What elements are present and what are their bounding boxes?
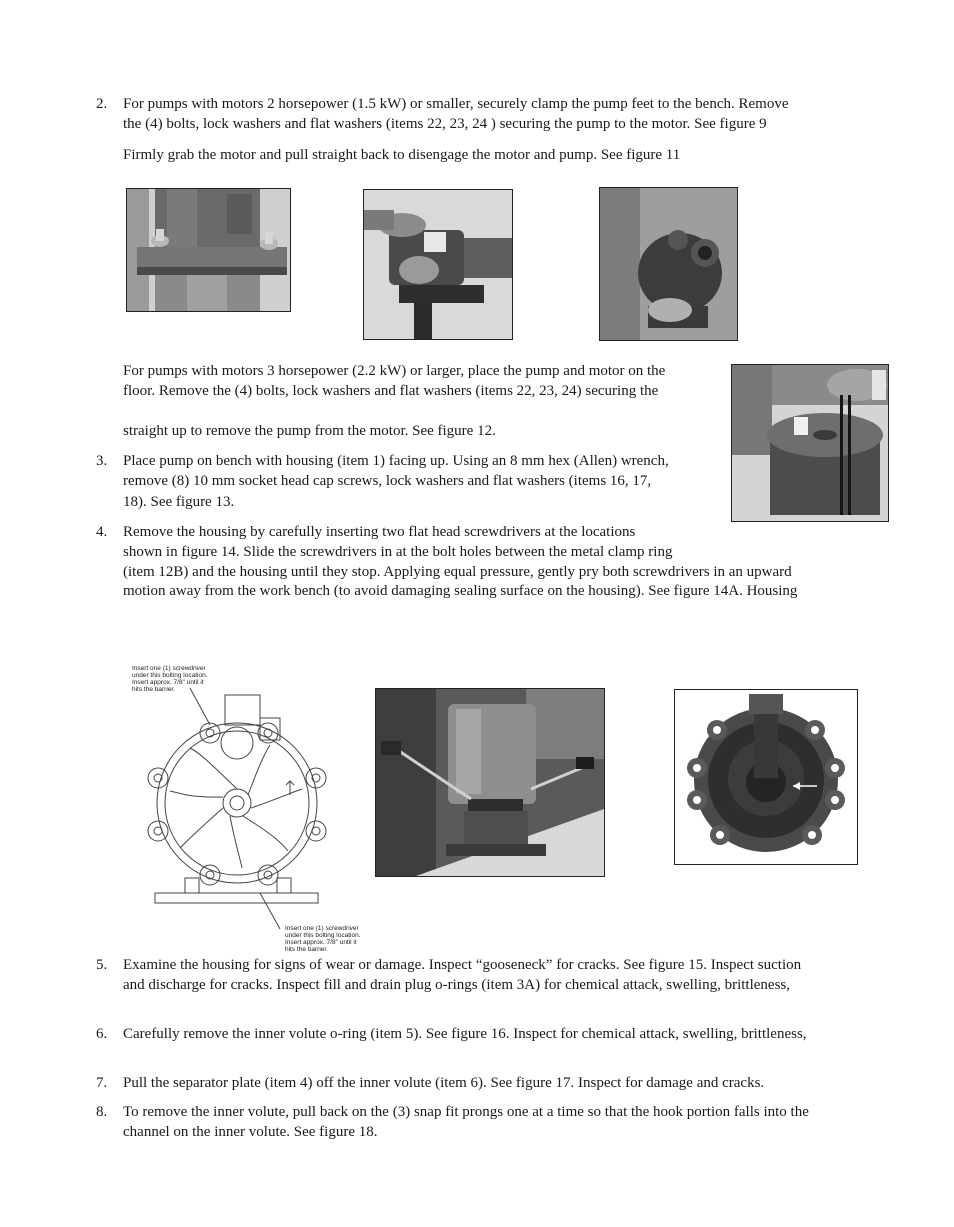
callout-top-line-3: Insert approx. 7/8" until it — [132, 679, 204, 686]
step-2-large-line-1: For pumps with motors 3 horsepower (2.2 kW) or larger, place the pump and motor on the — [123, 363, 666, 379]
step-7-line-1: Pull the separator plate (item 4) off the inner volute (item 6). See figure 17. Inspect for damage and cracks. — [123, 1075, 765, 1091]
step-4-line-4: motion away from the work bench (to avoid damaging sealing surface on the housing). See figure 14A. Housing — [123, 583, 798, 599]
step-4-line-2: shown in figure 14. Slide the screwdrivers in at the bolt holes between the metal clamp ring — [123, 544, 673, 560]
step-4-number: 4. — [96, 524, 108, 540]
step-5-number: 5. — [96, 957, 108, 973]
step-3-line-1: Place pump on bench with housing (item 1) facing up. Using an 8 mm hex (Allen) wrench, — [123, 453, 669, 469]
step-2-large-line-3: straight up to remove the pump from the motor. See figure 12. — [123, 423, 496, 439]
callout-bottom-line-3: Insert approx. 7/8" until it — [285, 939, 357, 946]
callout-bottom-line-1: Insert one (1) screwdriver — [285, 925, 359, 932]
step-5-line-2: and discharge for cracks. Inspect fill and drain plug o-rings (item 3A) for chemical attack, swelling, brittleness, — [123, 977, 791, 993]
step-4-line-3: (item 12B) and the housing until they stop. Applying equal pressure, gently pry both screwdrivers in an upward — [123, 564, 792, 580]
step-3-number: 3. — [96, 453, 108, 469]
diagram-callout-top — [132, 665, 208, 693]
step-8-line-2: channel on the inner volute. See figure 18. — [123, 1124, 378, 1140]
figure-14-diagram — [130, 663, 365, 953]
figure-10-photo — [363, 189, 513, 340]
step-6-number: 6. — [96, 1026, 108, 1042]
callout-top-line-4: hits the barrier. — [132, 686, 175, 693]
step-8-line-1: To remove the inner volute, pull back on the (3) snap fit prongs one at a time so that the hook portion falls into the — [123, 1104, 809, 1120]
step-3-line-3: 18). See figure 13. — [123, 494, 235, 510]
figure-9-photo — [126, 188, 291, 312]
figure-11-photo — [599, 187, 738, 341]
step-2-line-1: For pumps with motors 2 horsepower (1.5 kW) or smaller, securely clamp the pump feet to the bench. Remove — [123, 96, 789, 112]
callout-top-line-1: Insert one (1) screwdriver — [132, 665, 206, 672]
step-6-line-1: Carefully remove the inner volute o-ring (item 5). See figure 16. Inspect for chemical attack, swelling, brittleness, — [123, 1026, 807, 1042]
figure-15-photo — [674, 689, 858, 865]
step-5-line-1: Examine the housing for signs of wear or damage. Inspect “gooseneck” for cracks. See figure 15. Inspect suction — [123, 957, 802, 973]
step-2-line-2: the (4) bolts, lock washers and flat washers (items 22, 23, 24 ) securing the pump to the motor. See figure 9 — [123, 116, 767, 132]
step-2-line-3: Firmly grab the motor and pull straight back to disengage the motor and pump. See figure 11 — [123, 147, 681, 163]
step-2-large-line-2: floor. Remove the (4) bolts, lock washers and flat washers (items 22, 23, 24) securing the — [123, 383, 659, 399]
callout-bottom-line-4: hits the barrier. — [285, 946, 328, 953]
step-2-number: 2. — [96, 96, 108, 112]
callout-top-line-2: under this bolting location. — [132, 672, 208, 679]
figure-14a-photo — [375, 688, 605, 877]
step-4-line-1: Remove the housing by carefully inserting two flat head screwdrivers at the locations — [123, 524, 636, 540]
diagram-callout-bottom — [285, 925, 361, 953]
step-7-number: 7. — [96, 1075, 108, 1091]
figure-13-photo — [731, 364, 889, 522]
step-8-number: 8. — [96, 1104, 108, 1120]
callout-bottom-line-2: under this bolting location. — [285, 932, 361, 939]
step-3-line-2: remove (8) 10 mm socket head cap screws, lock washers and flat washers (items 16, 17, — [123, 473, 652, 489]
